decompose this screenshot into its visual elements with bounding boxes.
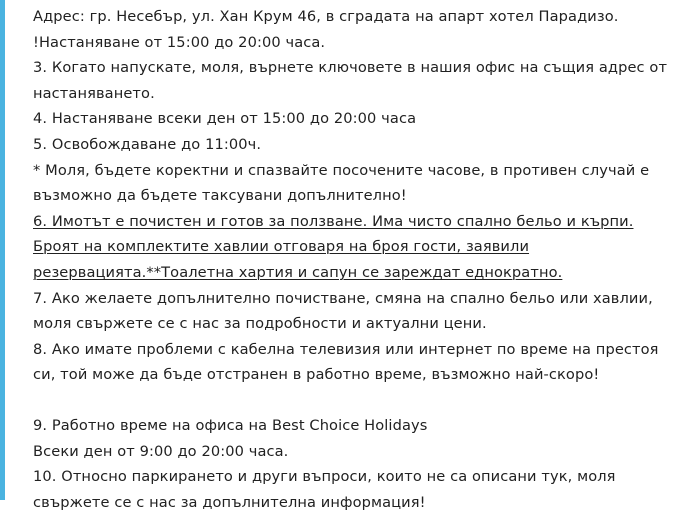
note-line-1: * Моля, бъдете коректни и спазвайте посочените часове, в противен случай е — [33, 161, 650, 179]
item-10-line-2: свържете се с нас за допълнителна информация! — [33, 493, 426, 511]
item-7-line-2: моля свържете се с нас за подробности и актуални цени. — [33, 315, 487, 333]
item-8-line-1: 8. Ако имате проблеми с кабелна телевизия или интернет по време на престоя — [33, 340, 659, 358]
item-6-line-1: 6. Имотът е почистен и готов за ползване. Има чисто спално бельо и кърпи. — [33, 212, 634, 230]
checkin-hours-line: !Настаняване от 15:00 до 20:00 часа. — [33, 33, 326, 51]
item-8-line-2: си, той може да бъде отстранен в работно време, възможно най-скоро! — [33, 366, 600, 384]
item-5-line: 5. Освобождаване до 11:00ч. — [33, 135, 262, 153]
document-body — [5, 0, 700, 515]
item-10-line-1: 10. Относно паркирането и други въпроси, които не са описани тук, моля — [33, 468, 616, 486]
item-9-line-1: 9. Работно време на офиса на Best Choice Holidays — [33, 416, 428, 434]
note-line-2: възможно да бъдете таксувани допълнително! — [33, 187, 407, 205]
item-3-line-2: настаняването. — [33, 84, 155, 102]
item-6-line-2: Броят на комплектите хавлии отговаря на броя гости, заявили — [33, 238, 530, 256]
item-3-line-1: 3. Когато напускате, моля, върнете ключовете в нашия офис на същия адрес от — [33, 59, 668, 77]
item-4-line: 4. Настаняване всеки ден от 15:00 до 20:00 часа — [33, 110, 417, 128]
item-7-line-1: 7. Ако желаете допълнително почистване, смяна на спално бельо или хавлии, — [33, 289, 653, 307]
paragraph-spacer — [33, 388, 691, 413]
item-6-line-3: резервацията.**Тоалетна хартия и сапун се зареждат еднократно. — [33, 263, 563, 281]
item-9-line-2: Всеки ден от 9:00 до 20:00 часа. — [33, 442, 289, 460]
address-line: Адрес: гр. Несебър, ул. Хан Крум 46, в сградата на апарт хотел Парадизо. — [33, 8, 619, 25]
